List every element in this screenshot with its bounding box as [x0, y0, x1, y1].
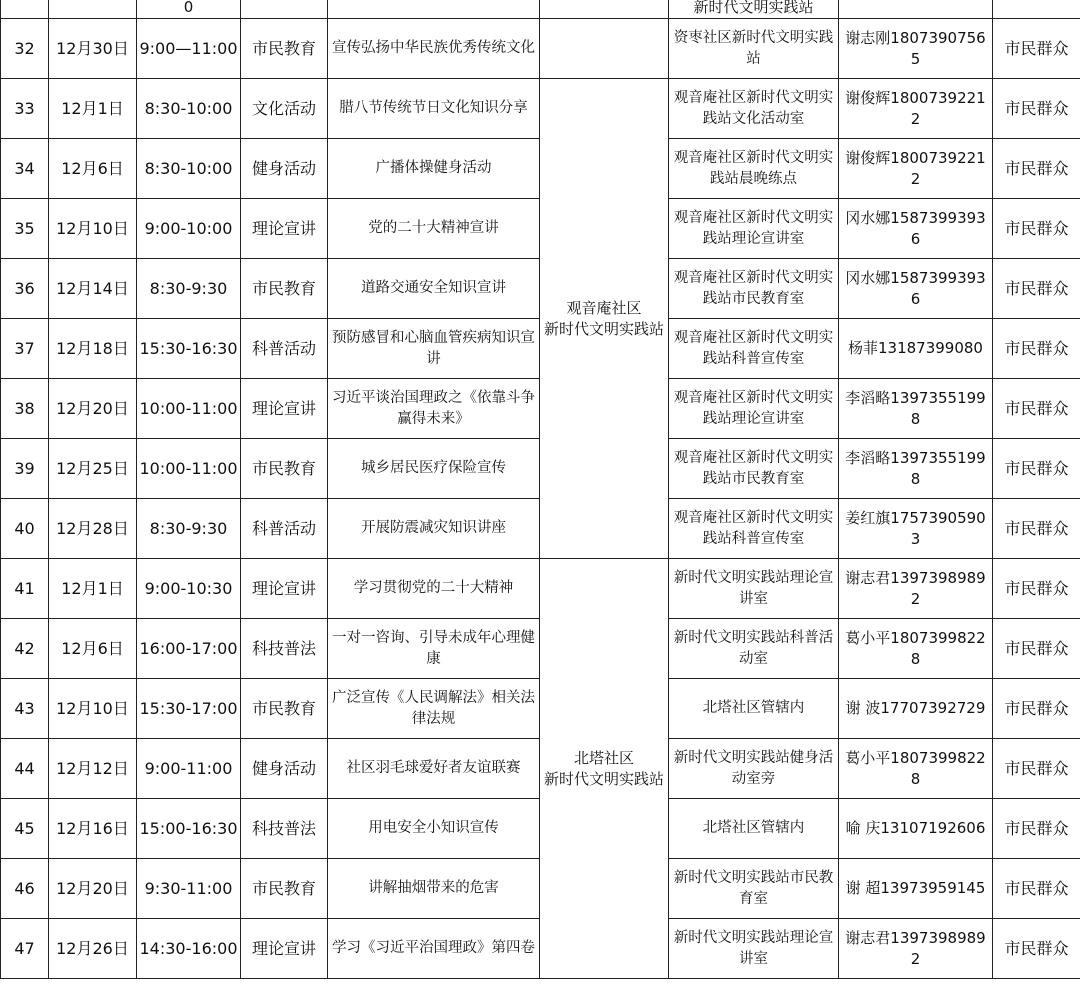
cell-site-group: [540, 79, 669, 559]
cell-content: 腊八节传统节日文化知识分享: [328, 79, 540, 139]
cell-content: 道路交通安全知识宣讲: [328, 259, 540, 319]
cell-content: 习近平谈治国理政之《依靠斗争赢得未来》: [328, 379, 540, 439]
cell-no: 39: [1, 439, 49, 499]
cell-audience: 市民群众: [993, 379, 1080, 439]
cell-content: 用电安全小知识宣传: [328, 799, 540, 859]
cell-no: [1, 0, 49, 19]
cell-type: 理论宣讲: [241, 919, 328, 979]
site-name: 北塔社区: [573, 748, 634, 767]
cell-no: 33: [1, 79, 49, 139]
table-row-partial: [1, 0, 1080, 19]
cell-no: 46: [1, 859, 49, 919]
cell-location: 新时代文明实践站市民教育室: [669, 859, 839, 919]
cell-no: 41: [1, 559, 49, 619]
cell-audience: 市民群众: [993, 919, 1080, 979]
cell-type: 市民教育: [241, 259, 328, 319]
cell-date: 12月25日: [49, 439, 137, 499]
cell-audience: 市民群众: [993, 319, 1080, 379]
table-row: [1, 79, 1080, 139]
cell-content: [328, 0, 540, 19]
cell-time: 9:00—11:00: [137, 19, 241, 79]
cell-contact: 谢志刚18073907565: [839, 19, 993, 79]
cell-time: 8:30-9:30: [137, 259, 241, 319]
cell-location: 北塔社区管辖内: [669, 679, 839, 739]
cell-audience: [993, 0, 1080, 19]
cell-no: 38: [1, 379, 49, 439]
cell-contact: 冈水娜15873993936: [839, 259, 993, 319]
cell-location: 新时代文明实践站健身活动室旁: [669, 739, 839, 799]
cell-audience: 市民群众: [993, 499, 1080, 559]
cell-time: 9:00-10:30: [137, 559, 241, 619]
cell-location: 观音庵社区新时代文明实践站科普宣传室: [669, 499, 839, 559]
cell-location: 新时代文明实践站理论宣讲室: [669, 919, 839, 979]
cell-site: [540, 0, 669, 19]
cell-location: 观音庵社区新时代文明实践站晨晚练点: [669, 139, 839, 199]
cell-contact: 姜红旗17573905903: [839, 499, 993, 559]
site-subtitle: 新时代文明实践站: [543, 319, 664, 338]
cell-date: 12月20日: [49, 859, 137, 919]
cell-date: 12月20日: [49, 379, 137, 439]
cell-contact: 谢 波17707392729: [839, 679, 993, 739]
cell-type: 理论宣讲: [241, 559, 328, 619]
cell-no: 36: [1, 259, 49, 319]
cell-contact: 谢 超13973959145: [839, 859, 993, 919]
cell-type: 文化活动: [241, 79, 328, 139]
cell-type: 理论宣讲: [241, 379, 328, 439]
cell-date: 12月26日: [49, 919, 137, 979]
cell-type: 市民教育: [241, 859, 328, 919]
cell-contact: 谢志君13973989892: [839, 559, 993, 619]
cell-time: 15:30-16:30: [137, 319, 241, 379]
cell-content: 一对一咨询、引导未成年心理健康: [328, 619, 540, 679]
cell-contact: 葛小平18073998228: [839, 619, 993, 679]
cell-content: 学习《习近平治国理政》第四卷: [328, 919, 540, 979]
cell-audience: 市民群众: [993, 199, 1080, 259]
cell-audience: 市民群众: [993, 619, 1080, 679]
cell-content: 宣传弘扬中华民族优秀传统文化: [328, 19, 540, 79]
cell-type: 健身活动: [241, 139, 328, 199]
cell-audience: 市民群众: [993, 739, 1080, 799]
cell-no: 43: [1, 679, 49, 739]
cell-contact: 李滔略13973551998: [839, 439, 993, 499]
cell-time: 8:30-10:00: [137, 79, 241, 139]
cell-location: 资枣社区新时代文明实践站: [669, 19, 839, 79]
cell-time: 10:00-11:00: [137, 439, 241, 499]
cell-audience: 市民群众: [993, 859, 1080, 919]
cell-content: 党的二十大精神宣讲: [328, 199, 540, 259]
cell-content: 城乡居民医疗保险宣传: [328, 439, 540, 499]
cell-type: 市民教育: [241, 679, 328, 739]
cell-content: 预防感冒和心脑血管疾病知识宣讲: [328, 319, 540, 379]
cell-audience: 市民群众: [993, 139, 1080, 199]
cell-location: 观音庵社区新时代文明实践站市民教育室: [669, 439, 839, 499]
cell-time: 15:00-16:30: [137, 799, 241, 859]
cell-time: 8:30-10:00: [137, 139, 241, 199]
site-name: 观音庵社区: [566, 298, 642, 317]
cell-audience: 市民群众: [993, 79, 1080, 139]
cell-no: 44: [1, 739, 49, 799]
cell-time: 9:30-11:00: [137, 859, 241, 919]
table-row: [1, 19, 1080, 79]
cell-date: 12月6日: [49, 139, 137, 199]
cell-time: 9:00-10:00: [137, 199, 241, 259]
cell-date: 12月30日: [49, 19, 137, 79]
cell-date: 12月10日: [49, 679, 137, 739]
cell-location: 北塔社区管辖内: [669, 799, 839, 859]
cell-time: 14:30-16:00: [137, 919, 241, 979]
cell-location: 新时代文明实践站理论宣讲室: [669, 559, 839, 619]
cell-site: [540, 19, 669, 79]
cell-content: 社区羽毛球爱好者友谊联赛: [328, 739, 540, 799]
cell-location: 观音庵社区新时代文明实践站科普宣传室: [669, 319, 839, 379]
cell-date: [49, 0, 137, 19]
cell-date: 12月1日: [49, 79, 137, 139]
cell-audience: 市民群众: [993, 799, 1080, 859]
cell-type: 市民教育: [241, 439, 328, 499]
cell-audience: 市民群众: [993, 19, 1080, 79]
cell-type: 健身活动: [241, 739, 328, 799]
cell-time: 16:00-17:00: [137, 619, 241, 679]
cell-type: 科普活动: [241, 499, 328, 559]
cell-no: 32: [1, 19, 49, 79]
cell-site-group: [540, 559, 669, 979]
cell-date: 12月16日: [49, 799, 137, 859]
cell-contact: 李滔略13973551998: [839, 379, 993, 439]
cell-contact: 谢志君13973989892: [839, 919, 993, 979]
cell-contact: 谢俊辉18007392212: [839, 139, 993, 199]
cell-contact: 冈水娜15873993936: [839, 199, 993, 259]
cell-contact: 葛小平18073998228: [839, 739, 993, 799]
cell-location: 观音庵社区新时代文明实践站理论宣讲室: [669, 379, 839, 439]
cell-no: 45: [1, 799, 49, 859]
cell-contact: 谢俊辉18007392212: [839, 79, 993, 139]
cell-type: 科技普法: [241, 619, 328, 679]
cell-time: 15:30-17:00: [137, 679, 241, 739]
cell-date: 12月18日: [49, 319, 137, 379]
table-row: [1, 559, 1080, 619]
cell-location: 观音庵社区新时代文明实践站文化活动室: [669, 79, 839, 139]
cell-content: 广播体操健身活动: [328, 139, 540, 199]
cell-location: 观音庵社区新时代文明实践站市民教育室: [669, 259, 839, 319]
cell-audience: 市民群众: [993, 439, 1080, 499]
cell-content: 开展防震减灾知识讲座: [328, 499, 540, 559]
cell-time: 8:30-9:30: [137, 499, 241, 559]
cell-no: 42: [1, 619, 49, 679]
cell-content: 讲解抽烟带来的危害: [328, 859, 540, 919]
cell-no: 40: [1, 499, 49, 559]
cell-contact: 喻 庆13107192606: [839, 799, 993, 859]
cell-date: 12月1日: [49, 559, 137, 619]
cell-type: 市民教育: [241, 19, 328, 79]
table-body: [1, 0, 1080, 979]
cell-date: 12月12日: [49, 739, 137, 799]
cell-content: 广泛宣传《人民调解法》相关法律法规: [328, 679, 540, 739]
cell-time: 9:00-11:00: [137, 739, 241, 799]
cell-no: 37: [1, 319, 49, 379]
cell-contact: 杨菲13187399080: [839, 319, 993, 379]
cell-no: 47: [1, 919, 49, 979]
cell-date: 12月6日: [49, 619, 137, 679]
cell-date: 12月10日: [49, 199, 137, 259]
cell-type: 科技普法: [241, 799, 328, 859]
cell-audience: 市民群众: [993, 259, 1080, 319]
cell-audience: 市民群众: [993, 679, 1080, 739]
cell-location: 新时代文明实践站科普活动室: [669, 619, 839, 679]
cell-no: 35: [1, 199, 49, 259]
cell-time: 10:00-11:00: [137, 379, 241, 439]
site-subtitle: 新时代文明实践站: [543, 769, 664, 788]
cell-audience: 市民群众: [993, 559, 1080, 619]
cell-date: 12月14日: [49, 259, 137, 319]
cell-type: 理论宣讲: [241, 199, 328, 259]
cell-date: 12月28日: [49, 499, 137, 559]
cell-time: 0: [137, 0, 241, 19]
cell-location: 观音庵社区新时代文明实践站理论宣讲室: [669, 199, 839, 259]
cell-location: 新时代文明实践站: [669, 0, 839, 19]
cell-content: 学习贯彻党的二十大精神: [328, 559, 540, 619]
cell-contact: [839, 0, 993, 19]
cell-type: 科普活动: [241, 319, 328, 379]
cell-type: [241, 0, 328, 19]
cell-no: 34: [1, 139, 49, 199]
